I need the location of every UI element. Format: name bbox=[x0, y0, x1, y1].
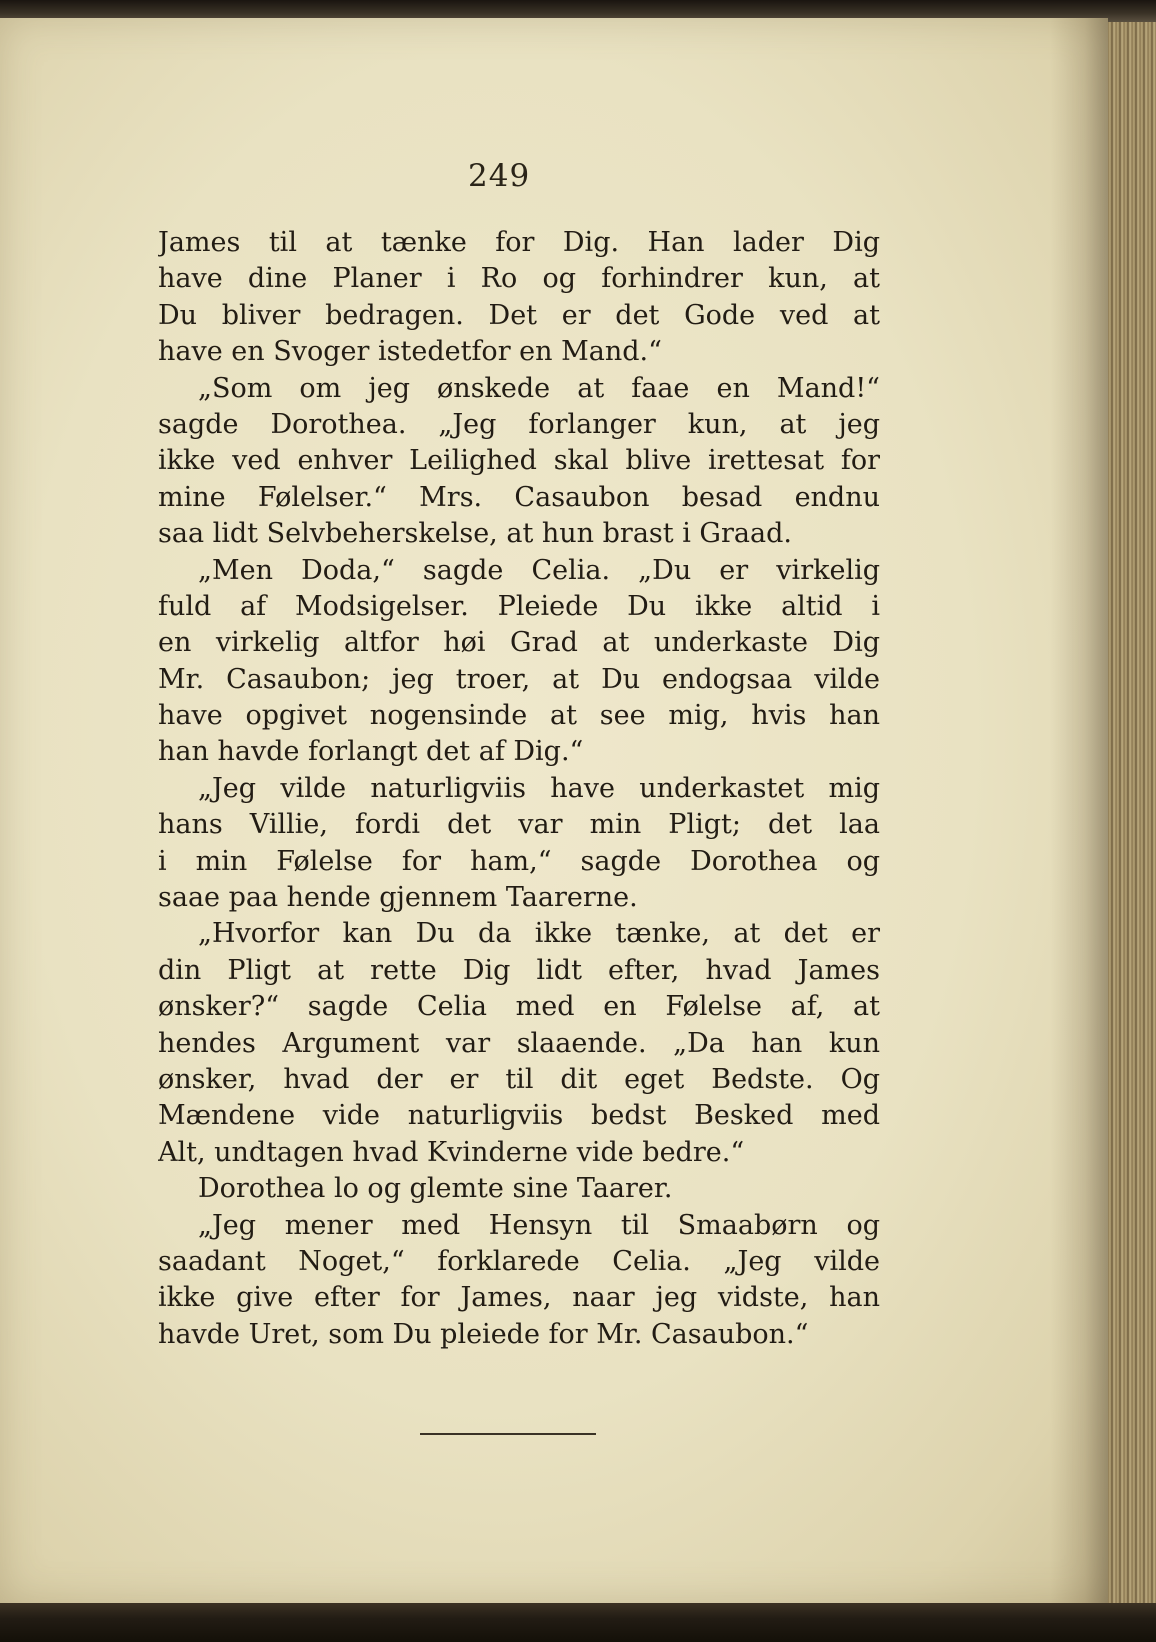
text-line: havde Uret, som Du pleiede for Mr. Casaubon.“ bbox=[158, 1318, 809, 1350]
text-line: „Men Doda,“ sagde Celia. „Du er virkelig bbox=[198, 554, 880, 586]
text-line: i min Følelse for ham,“ sagde Dorothea og bbox=[158, 845, 880, 877]
book-bottom-edge bbox=[0, 1603, 1156, 1642]
end-of-chapter-rule bbox=[420, 1433, 596, 1435]
text-line: en virkelig altfor høi Grad at underkaste Dig bbox=[158, 627, 880, 659]
text-line: saadant Noget,“ forklarede Celia. „Jeg vilde bbox=[158, 1245, 880, 1277]
text-line: mine Følelser.“ Mrs. Casaubon besad endnu bbox=[158, 481, 880, 513]
text-line: Dorothea lo og glemte sine Taarer. bbox=[198, 1173, 673, 1205]
text-line: saae paa hende gjennem Taarerne. bbox=[158, 882, 638, 914]
text-line: have en Svoger istedetfor en Mand.“ bbox=[158, 336, 662, 368]
page-gutter-shadow bbox=[1050, 18, 1108, 1603]
text-line: „Hvorfor kan Du da ikke tænke, at det er bbox=[198, 918, 880, 950]
text-line: sagde Dorothea. „Jeg forlanger kun, at jeg bbox=[158, 408, 880, 440]
page-number: 249 bbox=[468, 158, 531, 194]
text-line: „Som om jeg ønskede at faae en Mand!“ bbox=[198, 372, 880, 404]
text-line: din Pligt at rette Dig lidt efter, hvad James bbox=[158, 954, 880, 986]
text-line: „Jeg mener med Hensyn til Smaabørn og bbox=[198, 1209, 880, 1241]
text-line: Alt, undtagen hvad Kvinderne vide bedre.“ bbox=[158, 1136, 745, 1168]
text-line: fuld af Modsigelser. Pleiede Du ikke altid i bbox=[158, 590, 880, 622]
text-line: Mr. Casaubon; jeg troer, at Du endogsaa vilde bbox=[158, 663, 880, 695]
text-line: have opgivet nogensinde at see mig, hvis han bbox=[158, 700, 880, 732]
text-line: ikke give efter for James, naar jeg vidste, han bbox=[158, 1282, 880, 1314]
text-line: han havde forlangt det af Dig.“ bbox=[158, 736, 584, 768]
text-line: saa lidt Selvbeherskelse, at hun brast i Graad. bbox=[158, 518, 792, 550]
text-line: Du bliver bedragen. Det er det Gode ved at bbox=[158, 299, 880, 331]
text-line: ønsker, hvad der er til dit eget Bedste. Og bbox=[158, 1063, 880, 1095]
text-line: hans Villie, fordi det var min Pligt; det laa bbox=[158, 809, 880, 841]
book-page-edges bbox=[1108, 22, 1156, 1604]
text-line: „Jeg vilde naturligviis have underkastet mig bbox=[198, 772, 880, 804]
text-line: have dine Planer i Ro og forhindrer kun, at bbox=[158, 263, 880, 295]
text-line: hendes Argument var slaaende. „Da han kun bbox=[158, 1027, 880, 1059]
text-line: Mændene vide naturligviis bedst Besked med bbox=[158, 1100, 880, 1132]
text-line: ikke ved enhver Leilighed skal blive irettesat for bbox=[158, 445, 880, 477]
text-line: James til at tænke for Dig. Han lader Dig bbox=[158, 227, 880, 258]
text-line: ønsker?“ sagde Celia med en Følelse af, at bbox=[158, 991, 880, 1023]
body-text bbox=[158, 225, 880, 1353]
